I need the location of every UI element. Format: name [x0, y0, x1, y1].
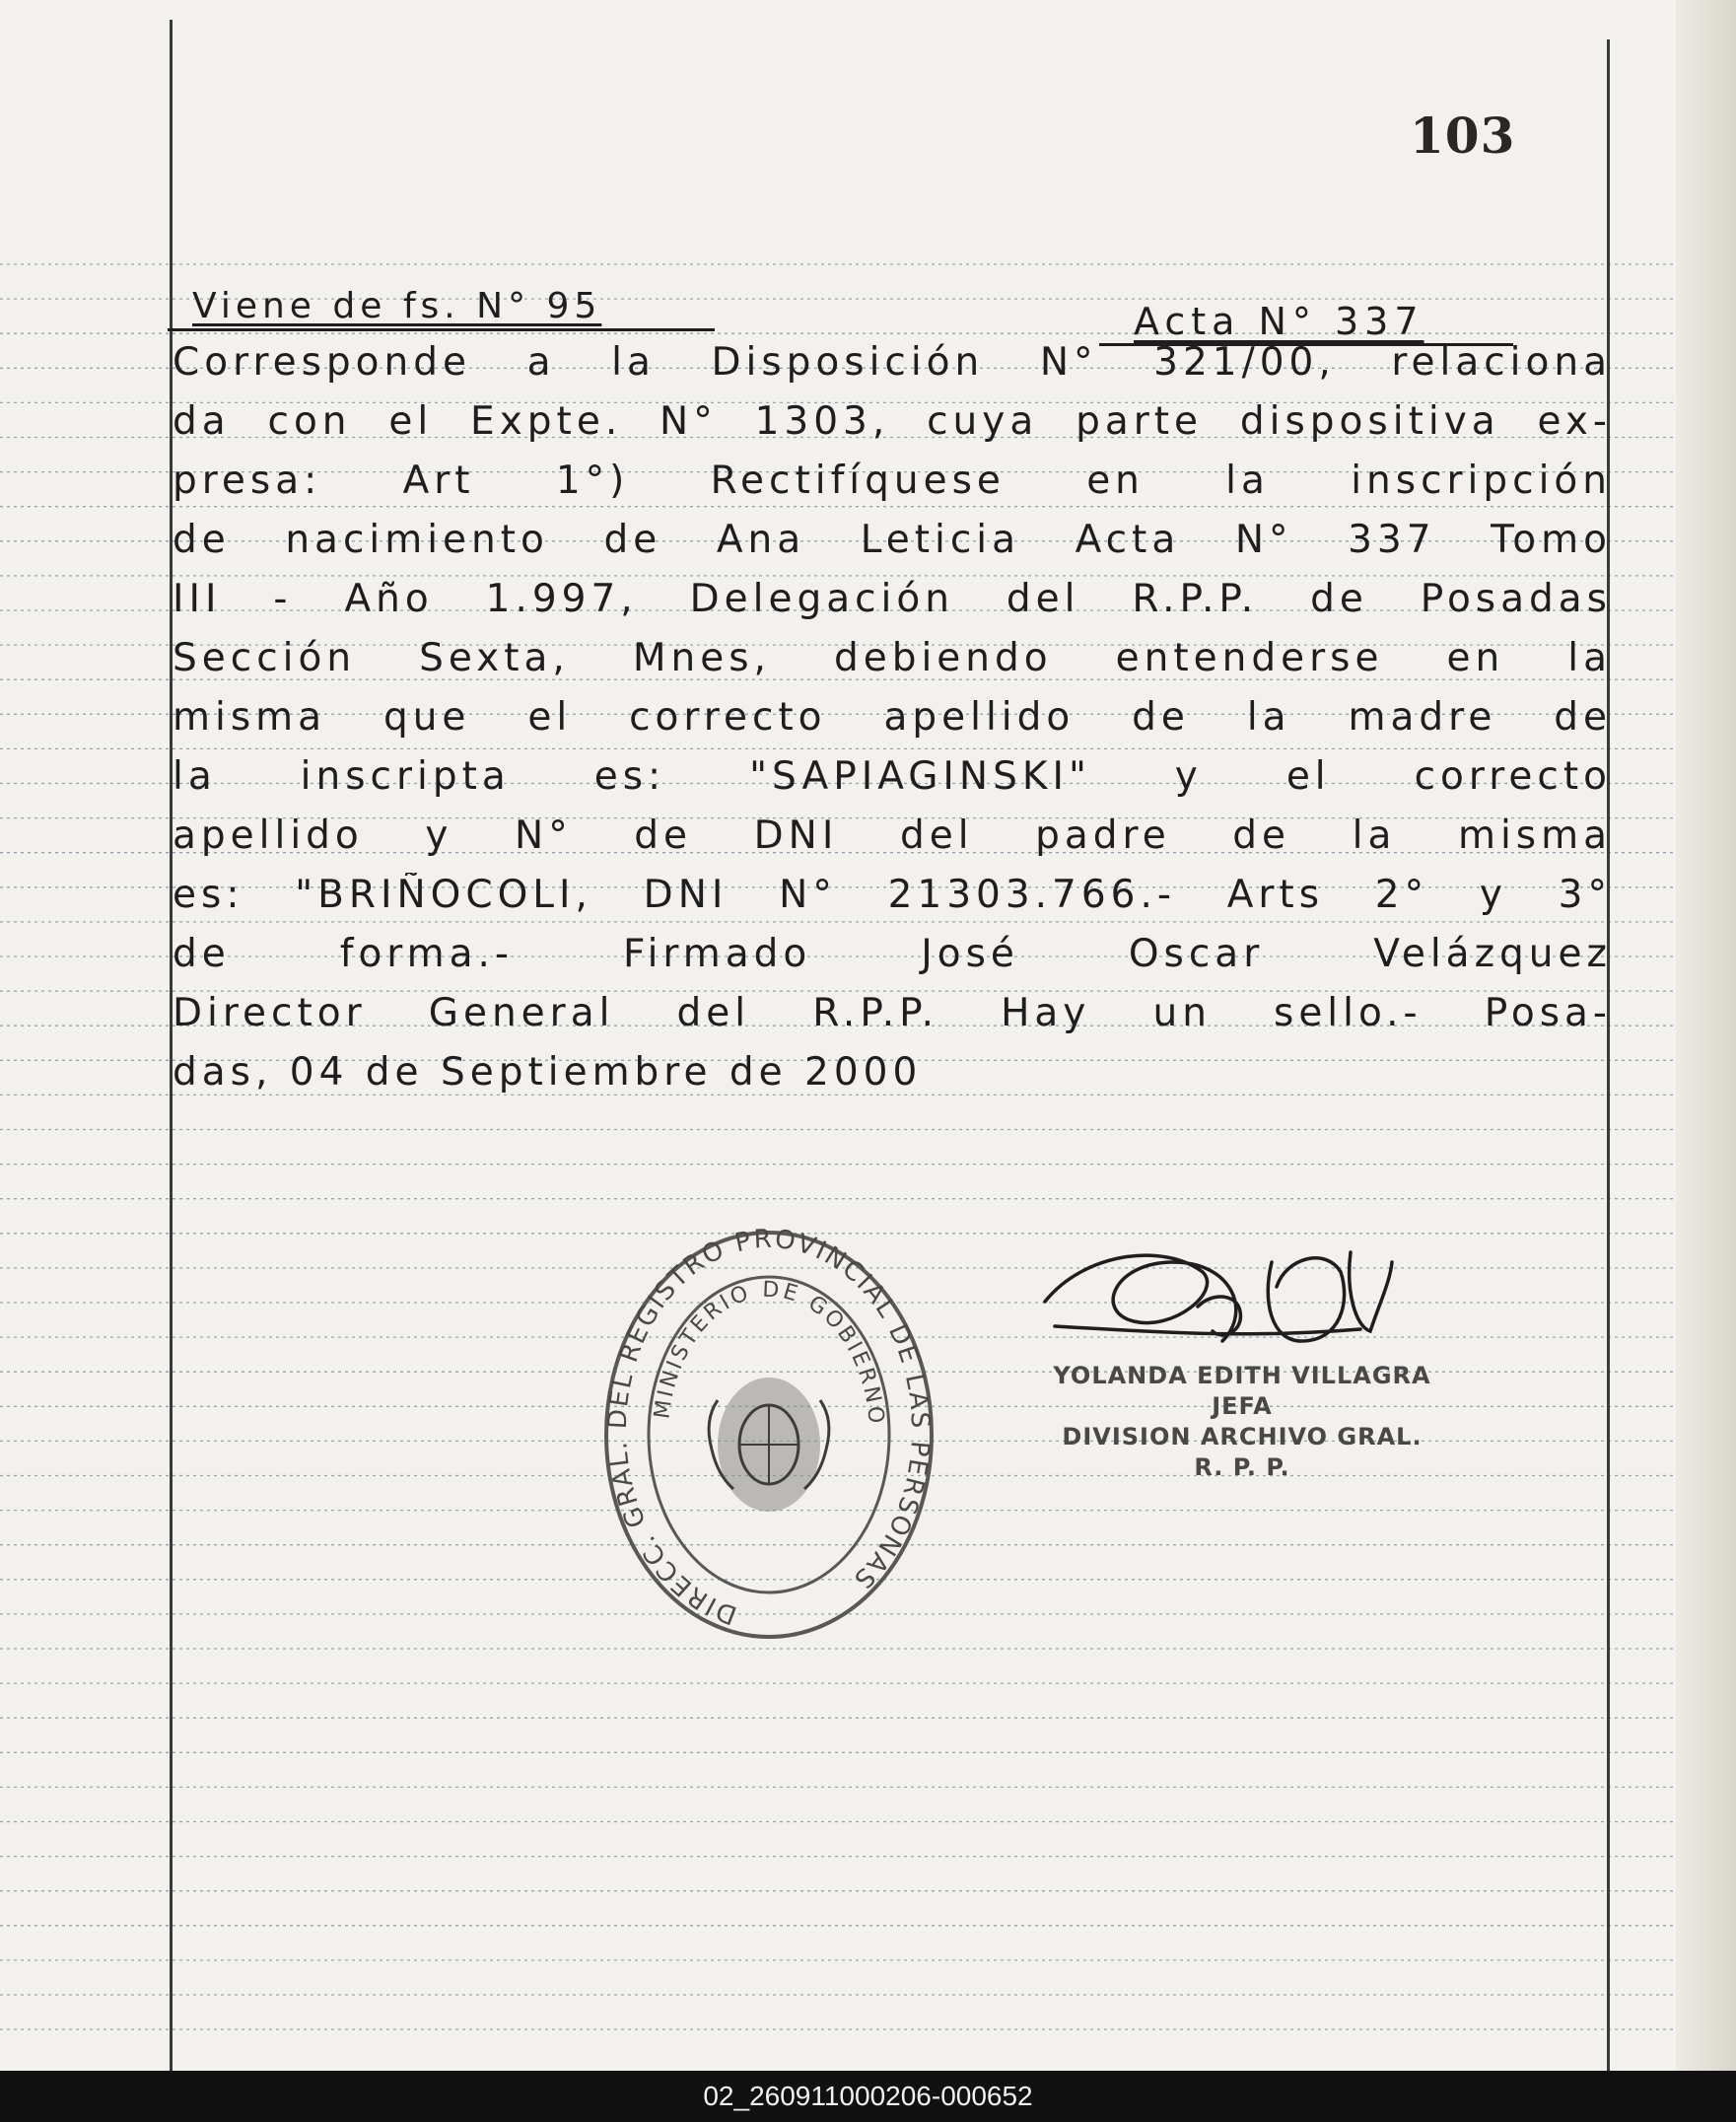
body-line: III - Año 1.997, Delegación del R.P.P. de Posadas	[173, 577, 1612, 621]
stamp-name: YOLANDA EDITH VILLAGRA	[1053, 1362, 1431, 1389]
image-identifier-footer: 02_260911000206-000652	[0, 2071, 1736, 2122]
signature-stamp	[1025, 1361, 1459, 1483]
page-number: 103	[1410, 106, 1516, 165]
body-line: Sección Sexta, Mnes, debiendo entenderse en la	[173, 636, 1612, 680]
header-viene-de: Viene de fs. N° 95	[192, 286, 602, 326]
body-line: de forma.- Firmado José Oscar Velázquez	[173, 932, 1612, 976]
header-left-underline	[168, 328, 715, 331]
body-line: misma que el correcto apellido de la madre de	[173, 695, 1612, 740]
official-seal	[601, 1223, 937, 1647]
stamp-division: DIVISION ARCHIVO GRAL.	[1062, 1423, 1423, 1450]
stamp-registry: R. P. P.	[1194, 1453, 1290, 1481]
page-edge	[1676, 0, 1736, 2071]
body-line: la inscripta es: "SAPIAGINSKI" y el correcto	[173, 754, 1612, 799]
coat-of-arms-icon	[709, 1378, 829, 1512]
body-line: Corresponde a la Disposición N° 321/00, relaciona	[173, 340, 1612, 385]
body-line: presa: Art 1°) Rectifíquese en la inscripción	[173, 459, 1612, 503]
header-acta-number: Acta N° 337	[1134, 300, 1424, 343]
seal-outer-text: DIRECC. GRAL. DEL REGISTRO PROVINCIAL DE LAS PERSONAS	[602, 1224, 936, 1630]
seal-inner-text: MINISTERIO DE GOBIERNO	[650, 1277, 889, 1428]
body-line: Director General del R.P.P. Hay un sello.- Posa-	[173, 991, 1612, 1035]
body-line: de nacimiento de Ana Leticia Acta N° 337 Tomo	[173, 518, 1612, 562]
body-line: das, 04 de Septiembre de 2000	[173, 1050, 923, 1095]
handwritten-body	[173, 340, 1612, 1095]
handwritten-signature	[1025, 1233, 1439, 1380]
body-line: da con el Expte. N° 1303, cuya parte dispositiva ex-	[173, 399, 1612, 444]
body-line: es: "BRIÑOCOLI, DNI N° 21303.766.- Arts 2° y 3°	[173, 873, 1612, 917]
body-line: apellido y N° de DNI del padre de la misma	[173, 813, 1612, 858]
stamp-title: JEFA	[1212, 1392, 1273, 1420]
